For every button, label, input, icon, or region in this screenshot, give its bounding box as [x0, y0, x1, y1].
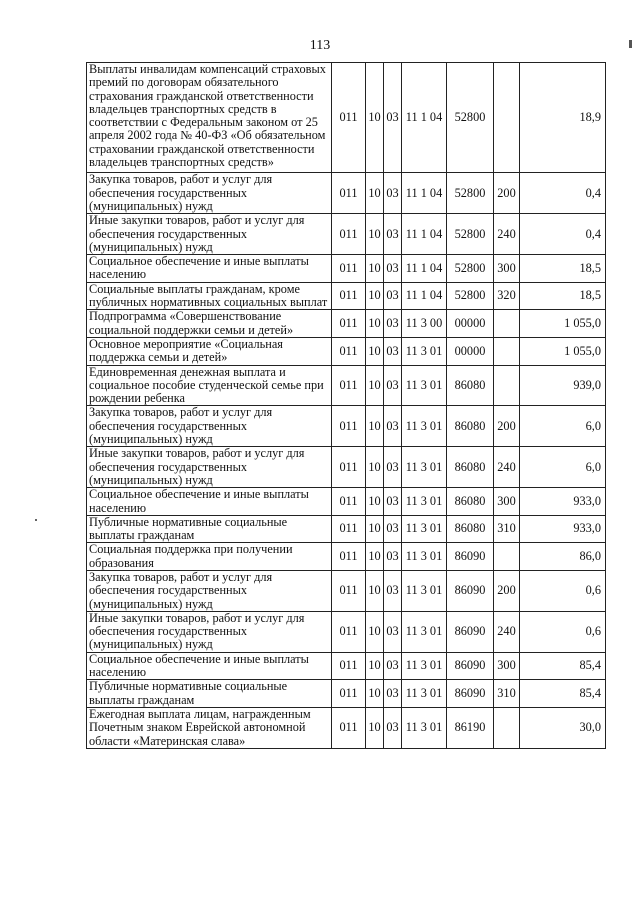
row-name: Иные закупки товаров, работ и услуг для обеспечения государственных (муниципальных) нужд — [87, 611, 332, 652]
row-expense-type-code: 320 — [494, 282, 520, 310]
row-program-code: 11 1 04 — [402, 282, 447, 310]
row-section-code: 10 — [366, 310, 384, 338]
row-ministry-code: 011 — [332, 543, 366, 571]
row-program-code: 11 3 01 — [402, 337, 447, 365]
row-name: Социальное обеспечение и иные выплаты населению — [87, 488, 332, 516]
table-row — [87, 63, 606, 173]
row-subsection-code: 03 — [384, 680, 402, 708]
row-expense-type-code: 240 — [494, 447, 520, 488]
table-row — [87, 570, 606, 611]
row-name: Подпрограмма «Совершенствование социальной поддержки семьи и детей» — [87, 310, 332, 338]
row-ministry-code: 011 — [332, 255, 366, 283]
row-name: Закупка товаров, работ и услуг для обеспечения государственных (муниципальных) нужд — [87, 406, 332, 447]
row-ministry-code: 011 — [332, 680, 366, 708]
row-subsection-code: 03 — [384, 63, 402, 173]
row-name: Закупка товаров, работ и услуг для обеспечения государственных (муниципальных) нужд — [87, 570, 332, 611]
row-subsection-code: 03 — [384, 570, 402, 611]
row-ministry-code: 011 — [332, 707, 366, 748]
table-body — [87, 63, 606, 749]
row-direction-code: 52800 — [447, 173, 494, 214]
row-subsection-code: 03 — [384, 255, 402, 283]
table-row — [87, 543, 606, 571]
row-expense-type-code: 240 — [494, 214, 520, 255]
row-amount: 0,6 — [520, 570, 606, 611]
row-section-code: 10 — [366, 282, 384, 310]
row-amount: 6,0 — [520, 406, 606, 447]
row-section-code: 10 — [366, 488, 384, 516]
row-program-code: 11 3 01 — [402, 515, 447, 543]
table-row — [87, 173, 606, 214]
row-subsection-code: 03 — [384, 543, 402, 571]
row-ministry-code: 011 — [332, 214, 366, 255]
row-expense-type-code — [494, 543, 520, 571]
row-name: Социальная поддержка при получении образования — [87, 543, 332, 571]
row-expense-type-code: 310 — [494, 515, 520, 543]
row-ministry-code: 011 — [332, 173, 366, 214]
row-program-code: 11 1 04 — [402, 214, 447, 255]
row-program-code: 11 3 00 — [402, 310, 447, 338]
row-program-code: 11 3 01 — [402, 611, 447, 652]
row-subsection-code: 03 — [384, 515, 402, 543]
row-amount: 0,4 — [520, 214, 606, 255]
row-name: Закупка товаров, работ и услуг для обеспечения государственных (муниципальных) нужд — [87, 173, 332, 214]
row-name: Основное мероприятие «Социальная поддержка семьи и детей» — [87, 337, 332, 365]
row-direction-code: 00000 — [447, 337, 494, 365]
row-subsection-code: 03 — [384, 173, 402, 214]
row-program-code: 11 3 01 — [402, 406, 447, 447]
row-direction-code: 86080 — [447, 488, 494, 516]
row-program-code: 11 1 04 — [402, 63, 447, 173]
table-row — [87, 406, 606, 447]
row-direction-code: 52800 — [447, 214, 494, 255]
row-section-code: 10 — [366, 447, 384, 488]
row-direction-code: 86080 — [447, 447, 494, 488]
row-amount: 1 055,0 — [520, 337, 606, 365]
row-name: Социальное обеспечение и иные выплаты населению — [87, 652, 332, 680]
row-expense-type-code: 300 — [494, 652, 520, 680]
table-row — [87, 282, 606, 310]
row-amount: 18,5 — [520, 282, 606, 310]
row-name: Выплаты инвалидам компенсаций страховых премий по договорам обязательного страхования гражданской ответственности владельцев транспортных средств в соответствии с Федеральным законом от 25 апреля 2002 года № 40-ФЗ «Об обязательном страховании гражданской ответственности владельцев транспортных средств» — [87, 63, 332, 173]
row-program-code: 11 3 01 — [402, 570, 447, 611]
row-expense-type-code — [494, 63, 520, 173]
row-direction-code: 86090 — [447, 570, 494, 611]
row-ministry-code: 011 — [332, 310, 366, 338]
row-amount: 86,0 — [520, 543, 606, 571]
budget-table — [86, 62, 606, 749]
row-subsection-code: 03 — [384, 611, 402, 652]
row-ministry-code: 011 — [332, 337, 366, 365]
table-row — [87, 680, 606, 708]
row-direction-code: 86090 — [447, 680, 494, 708]
row-section-code: 10 — [366, 63, 384, 173]
row-section-code: 10 — [366, 337, 384, 365]
scan-mark — [629, 40, 632, 48]
row-subsection-code: 03 — [384, 406, 402, 447]
row-section-code: 10 — [366, 707, 384, 748]
row-amount: 939,0 — [520, 365, 606, 406]
row-direction-code: 52800 — [447, 63, 494, 173]
table-row — [87, 310, 606, 338]
row-expense-type-code — [494, 337, 520, 365]
row-name: Иные закупки товаров, работ и услуг для обеспечения государственных (муниципальных) нужд — [87, 447, 332, 488]
row-expense-type-code: 240 — [494, 611, 520, 652]
row-program-code: 11 3 01 — [402, 652, 447, 680]
row-name: Публичные нормативные социальные выплаты гражданам — [87, 680, 332, 708]
row-program-code: 11 1 04 — [402, 255, 447, 283]
table-row — [87, 707, 606, 748]
row-program-code: 11 3 01 — [402, 707, 447, 748]
row-expense-type-code: 200 — [494, 570, 520, 611]
row-subsection-code: 03 — [384, 214, 402, 255]
row-amount: 85,4 — [520, 652, 606, 680]
table-row — [87, 447, 606, 488]
row-expense-type-code: 300 — [494, 488, 520, 516]
page-number: 113 — [309, 38, 331, 53]
row-ministry-code: 011 — [332, 365, 366, 406]
row-expense-type-code — [494, 707, 520, 748]
row-program-code: 11 1 04 — [402, 173, 447, 214]
row-ministry-code: 011 — [332, 488, 366, 516]
row-subsection-code: 03 — [384, 282, 402, 310]
row-subsection-code: 03 — [384, 488, 402, 516]
row-direction-code: 00000 — [447, 310, 494, 338]
row-subsection-code: 03 — [384, 707, 402, 748]
row-amount: 6,0 — [520, 447, 606, 488]
row-expense-type-code: 300 — [494, 255, 520, 283]
table-row — [87, 515, 606, 543]
row-program-code: 11 3 01 — [402, 680, 447, 708]
row-section-code: 10 — [366, 515, 384, 543]
row-section-code: 10 — [366, 406, 384, 447]
row-program-code: 11 3 01 — [402, 543, 447, 571]
row-amount: 933,0 — [520, 515, 606, 543]
row-section-code: 10 — [366, 173, 384, 214]
row-section-code: 10 — [366, 680, 384, 708]
row-program-code: 11 3 01 — [402, 488, 447, 516]
row-amount: 30,0 — [520, 707, 606, 748]
table-row — [87, 652, 606, 680]
row-section-code: 10 — [366, 365, 384, 406]
row-ministry-code: 011 — [332, 63, 366, 173]
row-direction-code: 86090 — [447, 652, 494, 680]
row-subsection-code: 03 — [384, 365, 402, 406]
row-ministry-code: 011 — [332, 515, 366, 543]
row-name: Иные закупки товаров, работ и услуг для обеспечения государственных (муниципальных) нужд — [87, 214, 332, 255]
row-subsection-code: 03 — [384, 652, 402, 680]
row-section-code: 10 — [366, 543, 384, 571]
row-subsection-code: 03 — [384, 447, 402, 488]
row-subsection-code: 03 — [384, 310, 402, 338]
row-direction-code: 86090 — [447, 543, 494, 571]
table-row — [87, 214, 606, 255]
row-ministry-code: 011 — [332, 652, 366, 680]
table-row — [87, 337, 606, 365]
row-section-code: 10 — [366, 214, 384, 255]
row-ministry-code: 011 — [332, 447, 366, 488]
table-row — [87, 255, 606, 283]
row-ministry-code: 011 — [332, 570, 366, 611]
row-section-code: 10 — [366, 255, 384, 283]
row-amount: 85,4 — [520, 680, 606, 708]
row-ministry-code: 011 — [332, 406, 366, 447]
row-name: Публичные нормативные социальные выплаты гражданам — [87, 515, 332, 543]
row-ministry-code: 011 — [332, 282, 366, 310]
row-subsection-code: 03 — [384, 337, 402, 365]
row-name: Ежегодная выплата лицам, награжденным Почетным знаком Еврейской автономной области «Материнская слава» — [87, 707, 332, 748]
row-direction-code: 86090 — [447, 611, 494, 652]
row-amount: 18,5 — [520, 255, 606, 283]
row-amount: 0,6 — [520, 611, 606, 652]
row-amount: 0,4 — [520, 173, 606, 214]
row-expense-type-code — [494, 365, 520, 406]
row-section-code: 10 — [366, 652, 384, 680]
table-row — [87, 488, 606, 516]
scan-speck — [35, 519, 37, 521]
row-direction-code: 86190 — [447, 707, 494, 748]
row-expense-type-code: 200 — [494, 173, 520, 214]
row-amount: 933,0 — [520, 488, 606, 516]
row-direction-code: 86080 — [447, 515, 494, 543]
row-expense-type-code: 200 — [494, 406, 520, 447]
row-name: Социальное обеспечение и иные выплаты населению — [87, 255, 332, 283]
row-section-code: 10 — [366, 570, 384, 611]
row-direction-code: 86080 — [447, 365, 494, 406]
row-expense-type-code — [494, 310, 520, 338]
row-amount: 1 055,0 — [520, 310, 606, 338]
row-direction-code: 52800 — [447, 282, 494, 310]
row-program-code: 11 3 01 — [402, 365, 447, 406]
row-ministry-code: 011 — [332, 611, 366, 652]
row-amount: 18,9 — [520, 63, 606, 173]
row-direction-code: 86080 — [447, 406, 494, 447]
row-name: Единовременная денежная выплата и социальное пособие студенческой семье при рождении ребенка — [87, 365, 332, 406]
table-row — [87, 611, 606, 652]
row-program-code: 11 3 01 — [402, 447, 447, 488]
row-direction-code: 52800 — [447, 255, 494, 283]
row-expense-type-code: 310 — [494, 680, 520, 708]
row-name: Социальные выплаты гражданам, кроме публичных нормативных социальных выплат — [87, 282, 332, 310]
row-section-code: 10 — [366, 611, 384, 652]
table-row — [87, 365, 606, 406]
